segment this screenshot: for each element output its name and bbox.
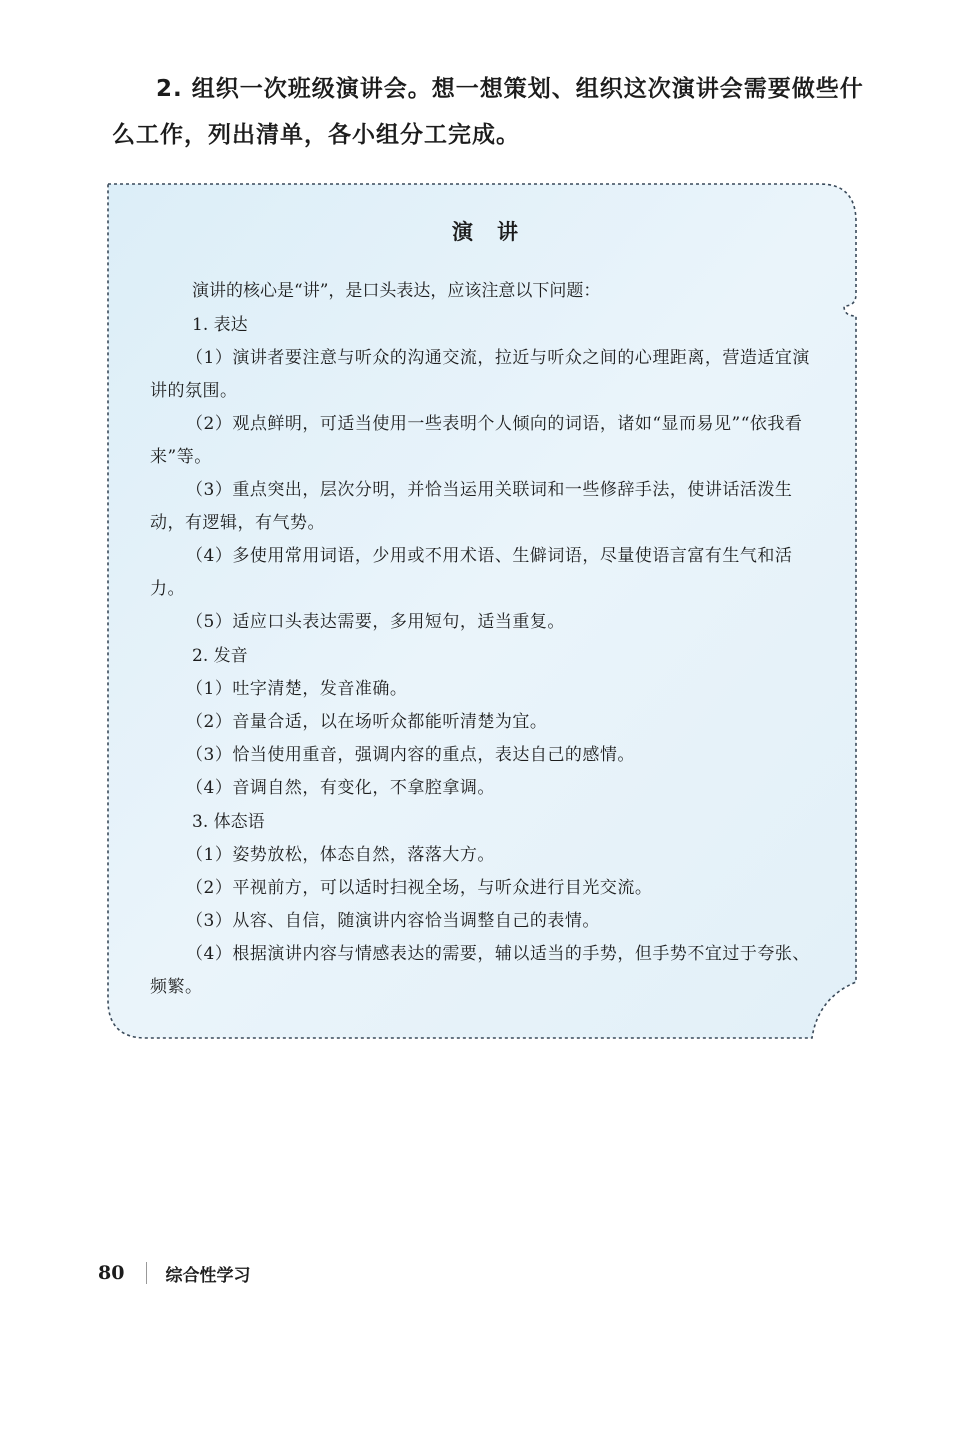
task-prompt: 2. 组织一次班级演讲会。想一想策划、组织这次演讲会需要做些什么工作，列出清单，各小组分工完成。 [112,76,864,148]
tips-title: 演讲 [452,219,542,244]
list-item: （4）根据演讲内容与情感表达的需要，辅以适当的手势，但手势不宜过于夸张、频繁。 [150,944,810,997]
list-item: （3）重点突出，层次分明，并恰当运用关联词和一些修辞手法，使讲话活泼生动，有逻辑，有气势。 [150,480,793,533]
section-pronunciation [150,639,820,805]
list-item: （1）吐字清楚，发音准确。 [186,679,408,699]
list-item: （1）演讲者要注意与听众的沟通交流，拉近与听众之间的心理距离，营造适宜演讲的氛围。 [150,348,810,401]
list-item: （3）恰当使用重音，强调内容的重点，表达自己的感情。 [186,745,635,765]
list-item: （3）从容、自信，随演讲内容恰当调整自己的表情。 [186,911,600,931]
section-heading: 1. 表达 [192,315,248,335]
list-item: （2）平视前方，可以适时扫视全场，与听众进行目光交流。 [186,878,653,898]
list-item: （5）适应口头表达需要，多用短句，适当重复。 [186,612,565,632]
list-item: （2）观点鲜明，可适当使用一些表明个人倾向的词语，诸如“显而易见”“依我看来”等。 [150,414,803,467]
list-item: （4）多使用常用词语，少用或不用术语、生僻词语，尽量使语言富有生气和活力。 [150,546,793,599]
chapter-name: 综合性学习 [165,1265,251,1286]
section-heading: 3. 体态语 [192,812,265,832]
section-body-language [150,805,820,1004]
page-footer [98,1258,250,1288]
section-expression [150,308,820,639]
list-item: （4）音调自然，有变化，不拿腔拿调。 [186,778,495,798]
list-item: （1）姿势放松，体态自然，落落大方。 [186,845,495,865]
tips-lead: 演讲的核心是“讲”，是口头表达，应该注意以下问题： [192,281,601,301]
list-item: （2）音量合适，以在场听众都能听清楚为宜。 [186,712,548,732]
page-number: 80 [98,1262,125,1284]
section-heading: 2. 发音 [192,646,248,666]
tips-content [150,210,820,1004]
footer-divider [146,1262,147,1284]
